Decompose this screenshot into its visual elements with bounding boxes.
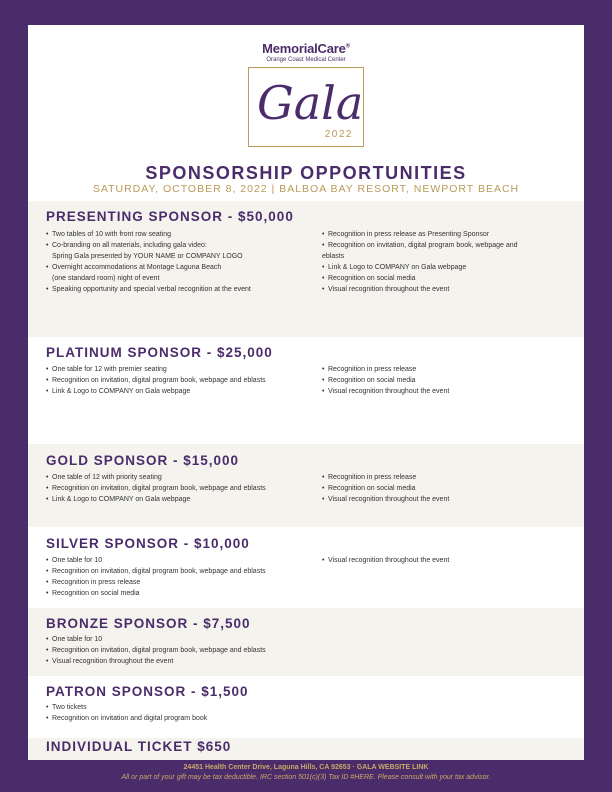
benefit-item: • Recognition on invitation, digital program book, webpage and eblasts: [46, 566, 318, 577]
benefit-item: • Recognition on invitation, digital program book, webpage and: [322, 240, 568, 251]
tier-bronze: [28, 608, 584, 676]
brand-subtitle: Orange Coast Medical Center: [266, 57, 346, 63]
page-title: SPONSORSHIP OPPORTUNITIES: [145, 163, 467, 183]
benefit-item: • Recognition on invitation, digital program book, webpage and eblasts: [46, 645, 318, 656]
benefit-item: • Recognition in press release as Presenting Sponsor: [322, 229, 568, 240]
tier-presenting: [28, 201, 584, 337]
footer: [0, 760, 612, 781]
benefit-item: Spring Gala presented by YOUR NAME or COMPANY LOGO: [52, 253, 243, 260]
benefit-item: • Recognition on invitation, digital program book, webpage and eblasts: [46, 375, 318, 386]
benefit-item: • Recognition in press release: [322, 472, 568, 483]
benefit-item: • Recognition on invitation, digital program book, webpage and eblasts: [46, 483, 318, 494]
benefit-item: • Two tables of 10 with front row seating: [46, 229, 318, 240]
benefit-item: (one standard room) night of event: [52, 275, 160, 282]
benefit-item: • One table for 10: [46, 555, 318, 566]
tier-individual: [28, 738, 584, 760]
tier-title: INDIVIDUAL TICKET $650: [46, 739, 232, 754]
footer-address: 24451 Health Center Drive, Laguna Hills, CA 92653 · GALA WEBSITE LINK: [183, 764, 429, 771]
gala-year: 2022: [324, 129, 353, 140]
benefit-item: • Recognition on social media: [322, 273, 568, 284]
benefit-item: • Recognition in press release: [46, 577, 318, 588]
memorialcare-logo: [28, 41, 584, 63]
benefit-item: • One table of 12 with priority seating: [46, 472, 318, 483]
benefit-item: • Recognition on social media: [46, 588, 318, 599]
benefit-item: • Overnight accommodations at Montage Laguna Beach: [46, 262, 318, 273]
benefit-item: • Visual recognition throughout the event: [46, 656, 318, 667]
benefit-item: • Recognition on social media: [322, 483, 568, 494]
gala-logo: [248, 67, 364, 147]
flyer-page: [28, 25, 584, 760]
tier-benefits-left: [46, 364, 318, 397]
benefit-item: • Speaking opportunity and special verbal recognition at the event: [46, 284, 318, 295]
tier-title: PLATINUM SPONSOR - $25,000: [46, 345, 273, 360]
benefit-item: • Visual recognition throughout the event: [322, 386, 568, 397]
tier-title: PRESENTING SPONSOR - $50,000: [46, 209, 294, 224]
tier-silver: [28, 527, 584, 608]
tier-platinum: [28, 337, 584, 444]
benefit-item: • Recognition on social media: [322, 375, 568, 386]
gala-word: Gala: [257, 76, 364, 130]
benefit-item: • Visual recognition throughout the event: [322, 494, 568, 505]
footer-disclaimer: All or part of your gift may be tax deductible. IRC section 501(c)(3) Tax ID #HERE. Please consult with your tax advisor.: [121, 774, 491, 781]
benefit-item: • Visual recognition throughout the event: [322, 284, 568, 295]
tier-benefits-left: [46, 555, 318, 599]
tier-title: BRONZE SPONSOR - $7,500: [46, 616, 251, 631]
brand-trademark: ®: [345, 43, 350, 50]
benefit-item: • Recognition on invitation and digital program book: [46, 713, 318, 724]
event-subtitle: SATURDAY, OCTOBER 8, 2022 | BALBOA BAY RESORT, NEWPORT BEACH: [92, 183, 520, 195]
tier-title: GOLD SPONSOR - $15,000: [46, 453, 240, 468]
benefit-item: eblasts: [322, 253, 345, 260]
tier-patron: [28, 676, 584, 738]
tier-benefits-right: [322, 364, 568, 397]
benefit-item: • Two tickets: [46, 702, 318, 713]
benefit-item: • Link & Logo to COMPANY on Gala webpage: [322, 262, 568, 273]
brand-name: MemorialCare: [262, 41, 346, 56]
tier-gold: [28, 444, 584, 527]
tier-benefits-right: [322, 472, 568, 505]
benefit-item: • One table for 10: [46, 634, 318, 645]
benefit-item: • Link & Logo to COMPANY on Gala webpage: [46, 494, 318, 505]
tier-benefits-left: [46, 702, 318, 724]
benefit-item: • One table for 12 with premier seating: [46, 364, 318, 375]
tier-benefits-right: [322, 555, 568, 566]
tier-benefits-left: [46, 472, 318, 505]
tier-benefits-left: [46, 634, 318, 667]
benefit-item: • Visual recognition throughout the event: [322, 555, 568, 566]
tier-benefits-right: [322, 229, 568, 295]
tier-benefits-left: [46, 229, 318, 295]
tier-title: SILVER SPONSOR - $10,000: [46, 536, 250, 551]
benefit-item: • Recognition in press release: [322, 364, 568, 375]
tier-title: PATRON SPONSOR - $1,500: [46, 684, 249, 699]
benefit-item: • Co-branding on all materials, including gala video:: [46, 240, 318, 251]
benefit-item: • Link & Logo to COMPANY on Gala webpage: [46, 386, 318, 397]
